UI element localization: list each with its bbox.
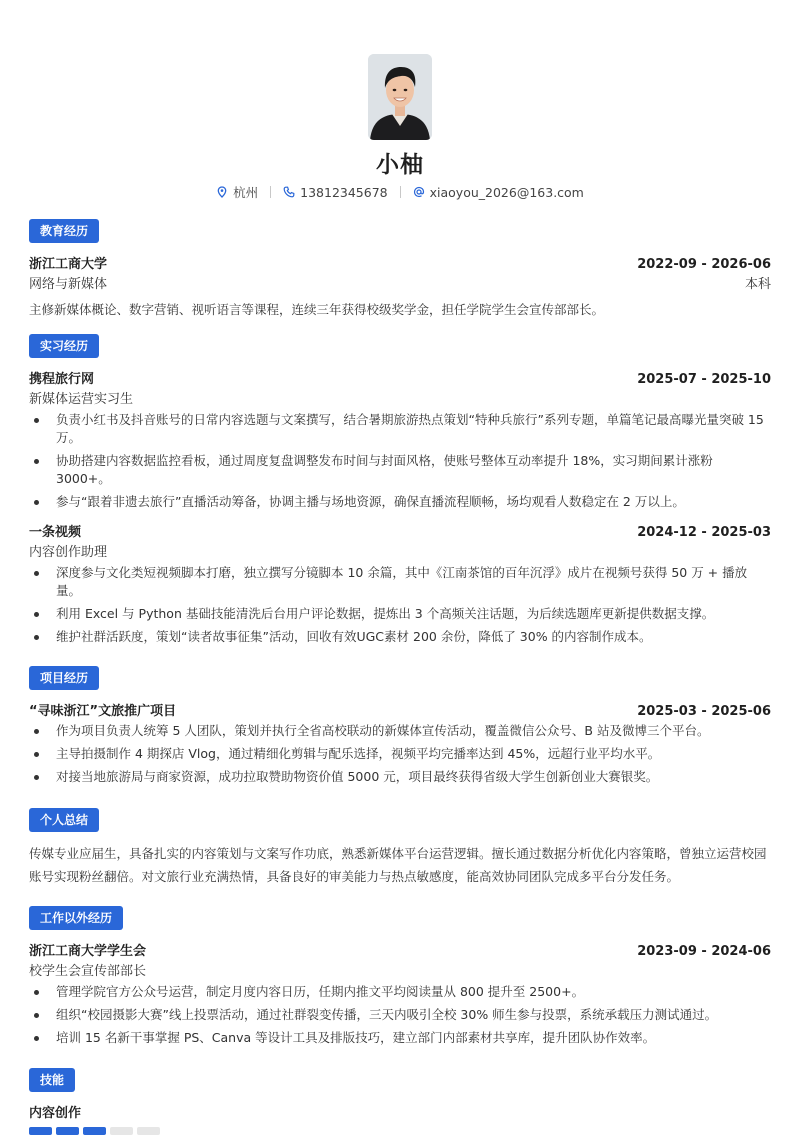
internship-section (29, 334, 771, 651)
skill-level-segment (83, 1127, 106, 1135)
project-bullets (29, 722, 771, 786)
extracurricular-header (29, 940, 771, 959)
list-item: 作为项目负责人统筹 5 人团队，策划并执行全省高校联动的新媒体宣传活动，覆盖微信公众号、B 站及微博三个平台。 (29, 722, 771, 740)
education-section (29, 219, 771, 321)
project-section (29, 666, 771, 791)
list-item: 管理学院官方公众号运营，制定月度内容日历，任期内推文平均阅读量从 800 提升至 2500+。 (29, 983, 771, 1001)
contact-email-text: xiaoyou_2026@163.com (429, 184, 584, 200)
job-entry (29, 521, 771, 646)
contact-phone-text: 13812345678 (300, 184, 388, 200)
project-date: 2025-03 - 2025-06 (637, 704, 771, 719)
phone-icon (283, 186, 295, 198)
extracurricular-title: 工作以外经历 (29, 906, 123, 930)
skill-level-bar (29, 1127, 771, 1135)
education-header (29, 253, 771, 272)
skills-title: 技能 (29, 1068, 75, 1092)
project-title: 项目经历 (29, 666, 99, 690)
project-name: “寻味浙江”文旅推广项目 (29, 704, 177, 719)
location-icon (216, 186, 228, 198)
organization-name: 浙江工商大学学生会 (29, 944, 147, 959)
internship-title: 实习经历 (29, 334, 99, 358)
skill-level-segment (56, 1127, 79, 1135)
job-date: 2024-12 - 2025-03 (637, 525, 771, 540)
education-description: 主修新媒体概论、数字营销、视听语言等课程，连续三年获得校级奖学金，担任学院学生会宣传部部长。 (29, 302, 605, 317)
list-item: 协助搭建内容数据监控看板，通过周度复盘调整发布时间与封面风格，使账号整体互动率提升 18%，实习期间累计涨粉 3000+。 (29, 452, 771, 488)
job-bullets (29, 564, 771, 646)
extracurricular-date: 2023-09 - 2024-06 (637, 944, 771, 959)
list-item: 参与“跟着非遗去旅行”直播活动筹备，协调主播与场地资源，确保直播流程顺畅，场均观看人数稳定在 2 万以上。 (29, 493, 771, 511)
contact-bar (0, 183, 800, 201)
education-subheader (29, 273, 771, 292)
list-item: 利用 Excel 与 Python 基础技能清洗后台用户评论数据，提炼出 3 个高频关注话题，为后续选题库更新提供数据支撑。 (29, 605, 771, 623)
job-role: 内容创作助理 (29, 545, 108, 560)
list-item: 维护社群活跃度，策划“读者故事征集”活动，回收有效UGC素材 200 余份，降低了 30% 的内容制作成本。 (29, 628, 771, 646)
degree: 本科 (744, 277, 771, 292)
skill-level-segment (110, 1127, 133, 1135)
list-item: 深度参与文化类短视频脚本打磨，独立撰写分镜脚本 10 余篇，其中《江南茶馆的百年沉浮》成片在视频号获得 50 万 + 播放量。 (29, 564, 771, 600)
contact-divider (400, 186, 401, 198)
major: 网络与新媒体 (29, 277, 108, 292)
skills-section (29, 1068, 771, 1135)
list-item: 组织“校园摄影大赛”线上投票活动，通过社群裂变传播，三天内吸引全校 30% 师生参与投票，系统承载压力测试通过。 (29, 1006, 771, 1024)
company-name: 一条视频 (29, 525, 82, 540)
list-item: 对接当地旅游局与商家资源，成功拉取赞助物资价值 5000 元，项目最终获得省级大学生创新创业大赛银奖。 (29, 768, 771, 786)
extracurricular-role: 校学生会宣传部部长 (29, 964, 147, 979)
job-role: 新媒体运营实习生 (29, 392, 134, 407)
email-icon (413, 186, 425, 198)
list-item: 培训 15 名新干事掌握 PS、Canva 等设计工具及排版技巧，建立部门内部素材共享库，提升团队协作效率。 (29, 1029, 771, 1047)
job-header (29, 368, 771, 387)
extracurricular-section (29, 906, 771, 1052)
summary-section (29, 808, 771, 888)
list-item: 负责小红书及抖音账号的日常内容选题与文案撰写，结合暑期旅游热点策划“特种兵旅行”系列专题，单篇笔记最高曝光量突破 15 万。 (29, 411, 771, 447)
job-date: 2025-07 - 2025-10 (637, 372, 771, 387)
summary-title: 个人总结 (29, 808, 99, 832)
job-bullets (29, 411, 771, 511)
company-name: 携程旅行网 (29, 372, 95, 387)
contact-phone[interactable] (283, 185, 387, 200)
contact-divider (270, 186, 271, 198)
extracurricular-bullets (29, 983, 771, 1047)
job-header (29, 521, 771, 540)
job-entry (29, 368, 771, 511)
education-title: 教育经历 (29, 219, 99, 243)
skill-level-segment (137, 1127, 160, 1135)
list-item: 主导拍摄制作 4 期探店 Vlog，通过精细化剪辑与配乐选择，视频平均完播率达到 45%，远超行业平均水平。 (29, 745, 771, 763)
avatar-photo-icon (368, 54, 432, 140)
education-date: 2022-09 - 2026-06 (637, 257, 771, 272)
skill-name: 内容创作 (29, 1106, 82, 1121)
avatar (368, 54, 432, 140)
contact-location (216, 183, 258, 201)
contact-email[interactable] (413, 185, 584, 200)
summary-text: 传媒专业应届生，具备扎实的内容策划与文案写作功底，熟悉新媒体平台运营逻辑。擅长通过数据分析优化内容策略，曾独立运营校园账号实现粉丝翻倍。对文旅行业充满热情，具备良好的审美能力与热点敏感度，能高效协同团队完成多平台分发任务。 (29, 846, 767, 884)
candidate-name: 小柚 (376, 152, 424, 178)
skill-level-segment (29, 1127, 52, 1135)
project-header (29, 700, 771, 719)
school-name: 浙江工商大学 (29, 257, 108, 272)
contact-location-text: 杭州 (233, 185, 259, 200)
